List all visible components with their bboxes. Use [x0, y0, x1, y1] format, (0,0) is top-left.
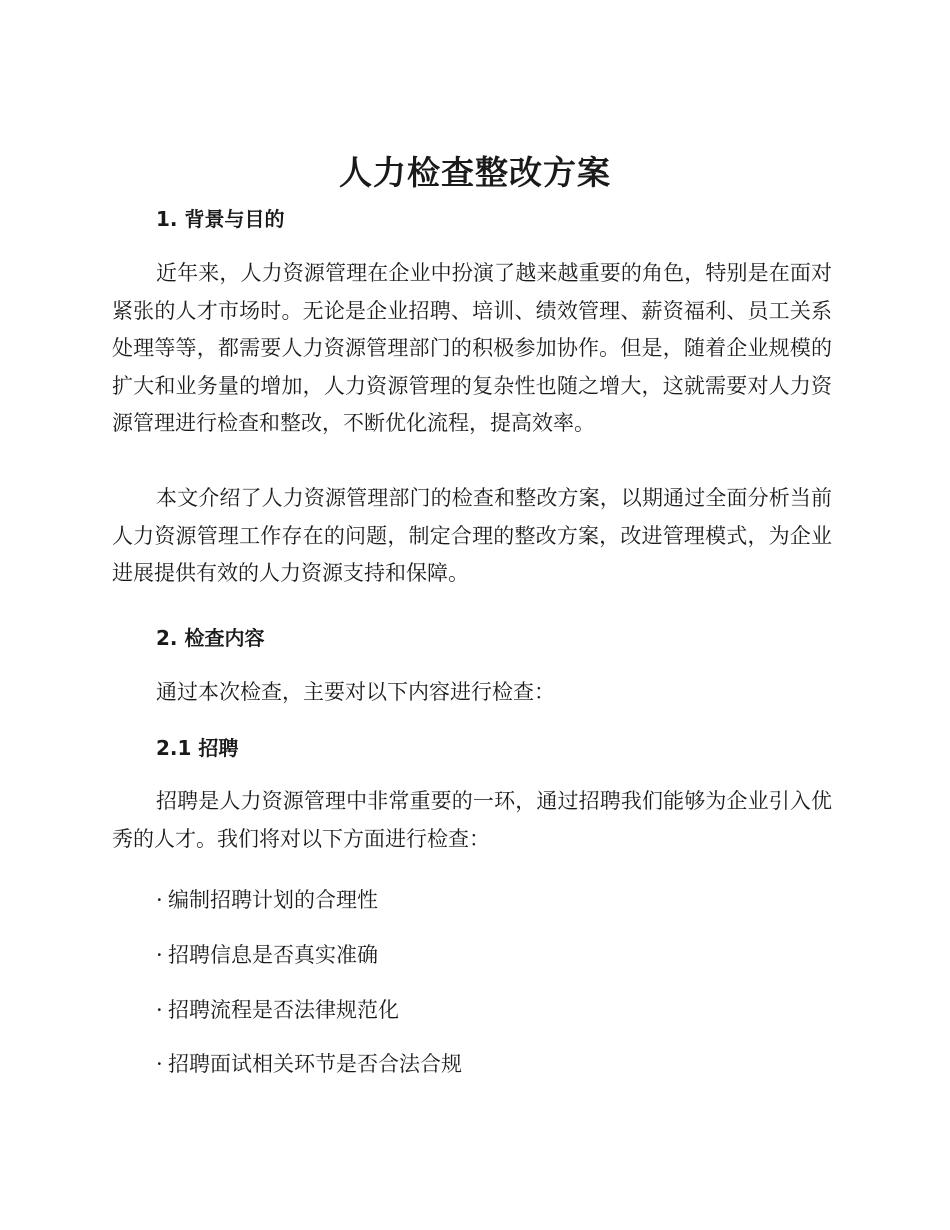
section-heading-background: 1. 背景与目的 [156, 207, 285, 231]
bullet-icon: · [156, 943, 163, 967]
section-heading-inspection: 2. 检查内容 [156, 626, 265, 650]
subsection-heading-recruitment: 2.1 招聘 [156, 736, 239, 760]
checklist-item [156, 1049, 462, 1079]
bullet-icon: · [156, 888, 163, 912]
bullet-icon: · [156, 998, 163, 1022]
inspection-intro: 通过本次检查，主要对以下内容进行检查： [156, 680, 555, 704]
checklist-item-text: 招聘信息是否真实准确 [168, 943, 378, 967]
background-paragraph-1: 近年来，人力资源管理在企业中扮演了越来越重要的角色，特别是在面对紧张的人才市场时。无论是企业招聘、培训、绩效管理、薪资福利、员工关系处理等等，都需要人力资源管理部门的积极参加协作。但是，随着企业规模的扩大和业务量的增加，人力资源管理的复杂性也随之增大，这就需要对人力资源管理进行检查和整改，不断优化流程，提高效率。 [112, 261, 832, 435]
checklist-item-text: 编制招聘计划的合理性 [168, 888, 378, 912]
recruitment-paragraph: 招聘是人力资源管理中非常重要的一环，通过招聘我们能够为企业引入优秀的人才。我们将对以下方面进行检查： [112, 789, 832, 851]
checklist-item [156, 885, 378, 915]
bullet-icon: · [156, 1052, 163, 1076]
checklist-item-text: 招聘流程是否法律规范化 [168, 998, 399, 1022]
checklist-item-text: 招聘面试相关环节是否合法合规 [168, 1052, 462, 1076]
background-paragraph-2: 本文介绍了人力资源管理部门的检查和整改方案，以期通过全面分析当前人力资源管理工作存在的问题，制定合理的整改方案，改进管理模式，为企业进展提供有效的人力资源支持和保障。 [112, 486, 832, 585]
checklist-item [156, 995, 399, 1025]
document-title: 人力检查整改方案 [339, 153, 611, 192]
checklist-item [156, 940, 378, 970]
